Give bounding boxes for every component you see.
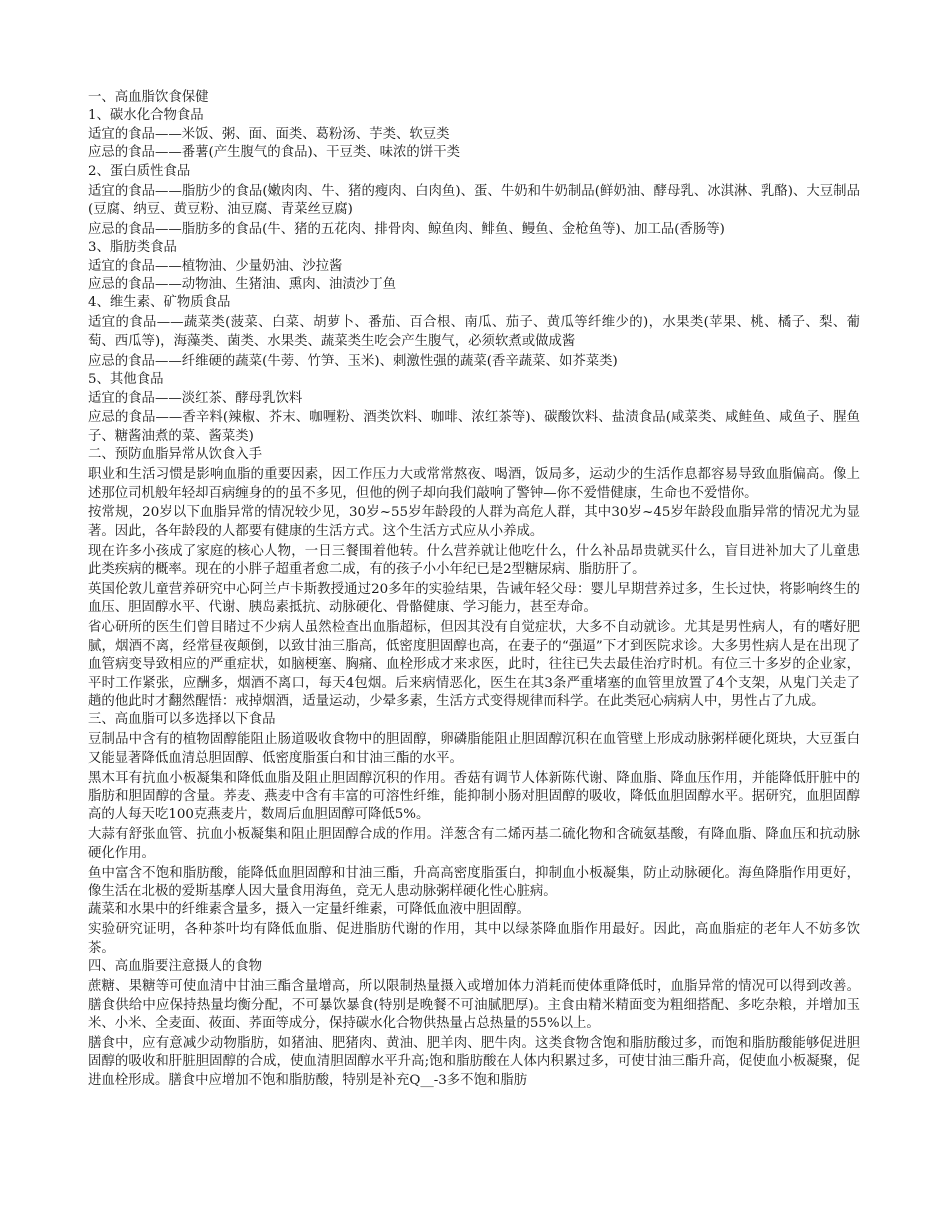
text-paragraph: 适宜的食品——脂肪少的食品(嫩肉肉、牛、猪的瘦肉、白肉鱼)、蛋、牛奶和牛奶制品(鲜奶油、酵母乳、冰淇淋、乳酪)、大豆制品(豆腐、纳豆、黄豆粉、油豆腐、青菜丝豆腐)	[88, 183, 860, 217]
section-heading: 二、预防血脂异常从饮食入手	[88, 447, 263, 463]
subsection-heading: 2、蛋白质性食品	[88, 163, 191, 179]
text-line: 应忌的食品——番薯(产生腹气的食品)、干豆类、味浓的饼干类	[88, 145, 460, 161]
text-line: 适宜的食品——米饭、粥、面、面类、葛粉汤、芋类、软豆类	[88, 126, 450, 142]
subsection-heading: 3、脂肪类食品	[88, 240, 177, 256]
text-paragraph: 实验研究证明，各种茶叶均有降低血脂、促进脂肪代谢的作用，其中以绿茶降血脂作用最好。因此，高血脂症的老年人不妨多饮茶。	[88, 922, 860, 956]
text-paragraph: 黑木耳有抗血小板凝集和降低血脂及阻止胆固醇沉积的作用。香菇有调节人体新陈代谢、降血脂、降血压作用，并能降低肝脏中的脂肪和胆固醇的含量。荞麦、燕麦中含有丰富的可溶性纤维，能抑制小肠对胆固醇的吸收，降低血胆固醇水平。据研究，血胆固醇高的人每天吃100克燕麦片，数周后血胆固醇可降低5%。	[88, 770, 860, 823]
subsection-heading: 4、维生素、矿物质食品	[88, 295, 231, 311]
text-paragraph: 蔗糖、果糖等可使血清中甘油三酯含量增高，所以限制热量摄入或增加体力消耗而使体重降低时，血脂异常的情况可以得到改善。膳食供给中应保持热量均衡分配，不可暴饮暴食(特别是晚餐不可油腻肥厚)。主食由精米精面变为粗细搭配、多吃杂粮，并增加玉米、小米、全麦面、莜面、荞面等成分，保持碳水化合物供热量占总热量的55%以上。	[88, 979, 860, 1031]
text-paragraph: 适宜的食品——蔬菜类(菠菜、白菜、胡萝卜、番茄、百合根、南瓜、茄子、黄瓜等纤维少的)，水果类(苹果、桃、橘子、梨、葡萄、西瓜等)，海藻类、菌类、水果类、蔬菜类生吃会产生腹气，必须软煮或做成酱	[88, 315, 860, 349]
text-paragraph: 英国伦敦儿童营养研究中心阿兰卢卡斯教授通过20多年的实验结果，告诫年轻父母：婴儿早期营养过多，生长过快，将影响终生的血压、胆固醇水平、代谢、胰岛素抵抗、动脉硬化、骨骼健康、学习能力，甚至寿命。	[88, 582, 860, 616]
text-line: 蔬菜和水果中的纤维素含量多，摄入一定量纤维素，可降低血液中胆固醇。	[88, 902, 530, 918]
text-paragraph: 膳食中，应有意减少动物脂肪，如猪油、肥猪肉、黄油、肥羊肉、肥牛肉。这类食物含饱和脂肪酸过多，而饱和脂肪酸能够促进胆固醇的吸收和肝脏胆固醇的合成，使血清胆固醇水平升高;饱和脂肪酸在人体内积累过多，可使甘油三酯升高，促使血小板凝聚，促进血栓形成。膳食中应增加不饱和脂肪酸，特别是补充Q__-3多不饱和脂肪	[88, 1035, 860, 1088]
section-heading: 一、高血脂饮食保健	[88, 90, 209, 105]
text-paragraph: 应忌的食品——香辛料(辣椒、芥末、咖喱粉、酒类饮料、咖啡、浓红茶等)、碳酸饮料、盐渍食品(咸菜类、咸鲑鱼、咸鱼子、腥鱼子、糖酱油煮的菜、酱菜类)	[88, 410, 860, 444]
section-heading: 三、高血脂可以多选择以下食品	[88, 712, 276, 728]
text-paragraph: 职业和生活习惯是影响血脂的重要因素，因工作压力大或常常熬夜、喝酒，饭局多，运动少的生活作息都容易导致血脂偏高。像上述那位司机般年轻却百病缠身的的虽不多见，但他的例子却向我们敲响了警钟—你不爱惜健康，生命也不爱惜你。	[88, 467, 860, 501]
text-line: 应忌的食品——纤维硬的蔬菜(牛蒡、竹笋、玉米)、刺激性强的蔬菜(香辛蔬菜、如芥菜类)	[88, 353, 618, 369]
text-line: 应忌的食品——动物油、生猪油、熏肉、油渍沙丁鱼	[88, 277, 396, 293]
text-line: 适宜的食品——淡红茶、酵母乳饮料	[88, 390, 303, 406]
document-body	[88, 89, 860, 1090]
text-line: 适宜的食品——植物油、少量奶油、沙拉酱	[88, 258, 343, 274]
section-heading: 四、高血脂要注意摄人的食物	[88, 959, 263, 975]
text-paragraph: 按常规，20岁以下血脂异常的情况较少见，30岁~55岁年龄段的人群为高危人群，其中30岁~45岁年龄段血脂异常的情况尤为显著。因此，各年龄段的人都要有健康的生活方式。这个生活方式应从小养成。	[88, 505, 860, 539]
text-paragraph: 大蒜有舒张血管、抗血小板凝集和阻止胆固醇合成的作用。洋葱含有二烯丙基二硫化物和含硫氨基酸，有降血脂、降血压和抗动脉硬化作用。	[88, 827, 860, 861]
text-paragraph: 省心研所的医生们曾目睹过不少病人虽然检查出血脂超标，但因其没有自觉症状，大多不自动就诊。尤其是男性病人，有的嗜好肥腻，烟酒不离，经常昼夜颠倒，以致甘油三脂高，低密度胆固醇也高，在妻子的“强逼”下才到医院求诊。大多男性病人是在出现了血管病变导致相应的严重症状，如脑梗塞、胸痛、血栓形成才来求医，此时，往往已失去最佳治疗时机。有位三十多岁的企业家，平时工作紧张，应酬多，烟酒不离口，每天4包烟。后来病情恶化，医生在其3条严重堵塞的血管里放置了4个支架，从鬼门关走了趟的他此时才翻然醒悟：戒掉烟酒，适量运动，少晕多素，生活方式变得规律而科学。在此类冠心病病人中，男性占了九成。	[88, 620, 860, 709]
text-paragraph: 鱼中富含不饱和脂肪酸，能降低血胆固醇和甘油三酯，升高高密度脂蛋白，抑制血小板凝集，防止动脉硬化。海鱼降脂作用更好，像生活在北极的爱斯基摩人因大量食用海鱼，竞无人患动脉粥样硬化性心脏病。	[88, 865, 860, 900]
text-paragraph: 豆制品中含有的植物固醇能阻止肠道吸收食物中的胆固醇，卵磷脂能阻止胆固醇沉积在血管壁上形成动脉粥样硬化斑块，大豆蛋白又能显著降低血清总胆固醇、低密度脂蛋白和甘油三酯的水平。	[88, 732, 860, 766]
text-line: 应忌的食品——脂肪多的食品(牛、猪的五花肉、排骨肉、鲸鱼肉、鲱鱼、鳗鱼、金枪鱼等)、加工品(香肠等)	[88, 221, 725, 237]
subsection-heading: 1、碳水化合物食品	[88, 108, 204, 124]
text-paragraph: 现在许多小孩成了家庭的核心人物，一日三餐围着他转。什么营养就让他吃什么，什么补品昂贵就买什么，盲目进补加大了儿童患此类疾病的概率。现在的小胖子超重者愈二成，有的孩子小小年纪已是2型糖尿病、脂肪肝了。	[88, 543, 860, 578]
subsection-heading: 5、其他食品	[88, 372, 164, 388]
